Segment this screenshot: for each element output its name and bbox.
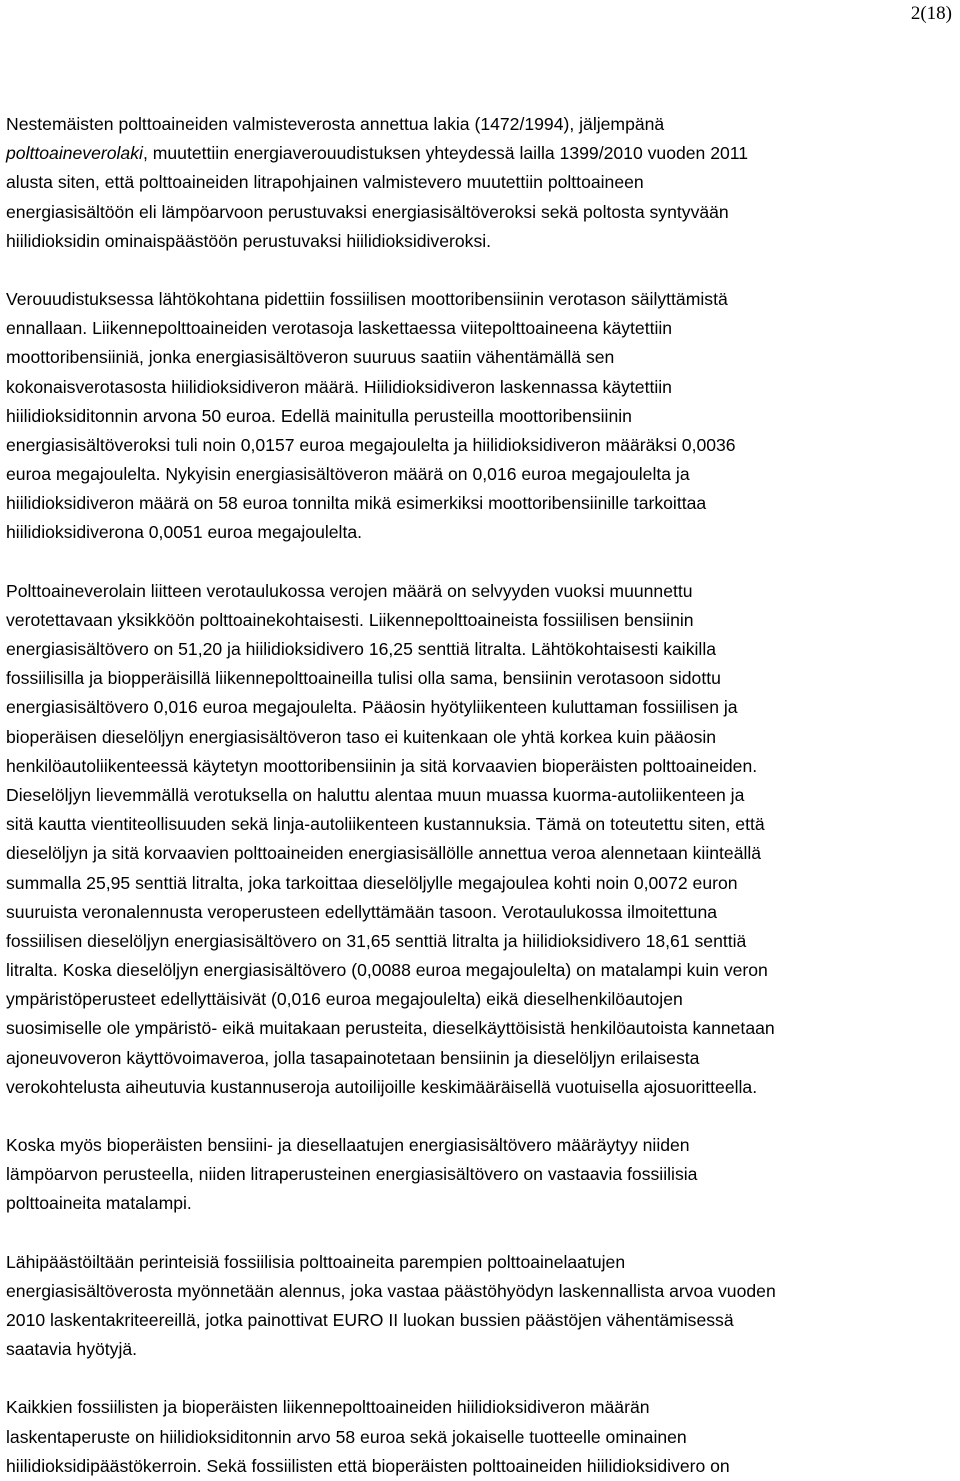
paragraph bbox=[6, 285, 956, 548]
text-line bbox=[6, 314, 956, 343]
text-run: energiasisältöveroksi tuli noin 0,0157 euroa megajoulelta ja hiilidioksidiveron määräksi 0,0036 bbox=[6, 434, 736, 455]
text-line bbox=[6, 343, 956, 372]
text-run: lämpöarvon perusteella, niiden litraperusteinen energiasisältövero on vastaavia fossiilisia bbox=[6, 1164, 698, 1185]
text-line bbox=[6, 985, 956, 1014]
text-line bbox=[6, 1452, 956, 1481]
text-line bbox=[6, 1306, 956, 1335]
text-run: Nestemäisten polttoaineiden valmisteverosta annettua lakia (1472/1994), jäljempänä bbox=[6, 114, 665, 134]
text-run: verotettavaan yksikköön polttoainekohtaisesti. Liikennepolttoaineista fossiilisen bensiinin bbox=[6, 609, 694, 630]
text-line bbox=[6, 810, 956, 839]
text-run: Dieselöljyn lievemmällä verotuksella on haluttu alentaa muun muassa kuorma-autoliikenteen ja bbox=[6, 784, 745, 805]
text-run: litralta. Koska dieselöljyn energiasisältövero (0,0088 euroa megajoulelta) on matalampi kuin veron bbox=[6, 960, 768, 981]
text-run: kokonaisverotasosta hiilidioksidiveron määrä. Hiilidioksidiveron laskennassa käytettiin bbox=[6, 376, 672, 397]
text-line bbox=[6, 1073, 956, 1102]
text-run: hiilidioksidiverona 0,0051 euroa megajoulelta. bbox=[6, 522, 363, 543]
text-line bbox=[6, 460, 956, 489]
text-line bbox=[6, 1160, 956, 1189]
text-line bbox=[6, 839, 956, 868]
text-line bbox=[6, 664, 956, 693]
text-run: Polttoaineverolain liitteen verotaulukossa verojen määrä on selvyyden vuoksi muunnettu bbox=[6, 580, 693, 601]
text-run: suosimiselle ole ympäristö- eikä muitakaan perusteita, dieselkäyttöisistä henkilöautoista kannetaan bbox=[6, 1018, 775, 1039]
text-line bbox=[6, 1131, 956, 1160]
text-run: hiilidioksidipäästökerroin. Sekä fossiilisten että bioperäisten polttoaineiden hiilidioksidivero on bbox=[6, 1455, 730, 1476]
text-run: Lähipäästöiltään perinteisiä fossiilisia polttoaineita parempien polttoainelaatujen bbox=[6, 1251, 626, 1272]
text-line bbox=[6, 227, 956, 256]
text-line bbox=[6, 898, 956, 927]
text-run: 2010 laskentakriteereillä, jotka painottivat EURO II luokan bussien päästöjen vähentämisessä bbox=[6, 1309, 734, 1330]
italic-term: polttoaineverolaki bbox=[6, 143, 143, 164]
paragraph bbox=[6, 577, 956, 1102]
text-run: , muutettiin energiaverouudistuksen yhteydessä lailla 1399/2010 vuoden 2011 bbox=[142, 143, 749, 164]
text-run: laskentaperuste on hiilidioksiditonnin arvo 58 euroa sekä jokaiselle tuotteelle ominainen bbox=[6, 1426, 687, 1447]
text-line bbox=[6, 956, 956, 985]
text-line bbox=[6, 402, 956, 431]
paragraph bbox=[6, 1393, 956, 1481]
text-line bbox=[6, 1044, 956, 1073]
text-run: verokohtelusta aiheutuvia kustannuseroja autoilijoille keskimääräisellä vuotuisella ajosuoritteella. bbox=[6, 1076, 758, 1097]
text-run: ajoneuvoveron käyttövoimaveroa, jolla tasapainotetaan bensiinin ja dieselöljyn erilaisesta bbox=[6, 1047, 700, 1068]
text-run: summalla 25,95 senttiä litralta, joka tarkoittaa dieselöljylle megajoulea kohti noin 0,0072 euron bbox=[6, 872, 738, 893]
text-line bbox=[6, 577, 956, 606]
text-run: bioperäisen dieselöljyn energiasisältöveron taso ei kuitenkaan ole yhtä korkea kuin pääosin bbox=[6, 726, 717, 747]
text-run: energiasisältöön eli lämpöarvoon perustuvaksi energiasisältöveroksi sekä poltosta syntyvään bbox=[6, 201, 729, 222]
text-line bbox=[6, 723, 956, 752]
paragraph bbox=[6, 1131, 956, 1219]
text-line bbox=[6, 1393, 956, 1422]
text-line bbox=[6, 168, 956, 197]
text-line bbox=[6, 110, 956, 139]
text-run: alusta siten, että polttoaineiden litrapohjainen valmistevero muutettiin polttoaineen bbox=[6, 172, 644, 193]
text-line bbox=[6, 1277, 956, 1306]
text-run: energiasisältöverosta myönnetään alennus, joka vastaa päästöhyödyn laskennallista arvoa vuoden bbox=[6, 1280, 776, 1301]
text-run: energiasisältövero on 51,20 ja hiilidioksidivero 16,25 senttiä litralta. Lähtökohtaisesti kaikilla bbox=[6, 639, 717, 659]
text-run: sitä kautta vientiteollisuuden sekä linja-autoliikenteen kustannuksia. Tämä on toteutettu siten, että bbox=[6, 814, 765, 835]
text-run: dieselöljyn ja sitä korvaavien polttoaineiden energiasisällölle annettua veroa alennetaan kiinteällä bbox=[6, 843, 762, 864]
text-line bbox=[6, 927, 956, 956]
text-run: ympäristöperusteet edellyttäisivät (0,016 euroa megajoulelta) eikä dieselhenkilöautojen bbox=[6, 989, 683, 1010]
page-number: 2(18) bbox=[910, 3, 952, 24]
text-line bbox=[6, 1423, 956, 1452]
text-line bbox=[6, 198, 956, 227]
text-line bbox=[6, 1189, 956, 1218]
paragraph bbox=[6, 110, 956, 256]
text-line bbox=[6, 693, 956, 722]
text-run: Verouudistuksessa lähtökohtana pidettiin fossiilisen moottoribensiinin verotason säilyttämistä bbox=[6, 288, 728, 309]
text-line bbox=[6, 781, 956, 810]
text-line bbox=[6, 1248, 956, 1277]
text-line bbox=[6, 752, 956, 781]
text-run: ennallaan. Liikennepolttoaineiden verotasoja laskettaessa viitepolttoaineena käytettiin bbox=[6, 318, 673, 339]
text-run: hiilidioksiditonnin arvona 50 euroa. Edellä mainitulla perusteilla moottoribensiinin bbox=[6, 405, 632, 426]
text-run: fossiilisen dieselöljyn energiasisältövero on 31,65 senttiä litralta ja hiilidioksidivero 18,61 senttiä bbox=[6, 930, 747, 951]
text-line bbox=[6, 285, 956, 314]
text-run: hiilidioksidiveron määrä on 58 euroa tonnilta mikä esimerkiksi moottoribensiinille tarkoittaa bbox=[6, 493, 707, 514]
text-line bbox=[6, 139, 956, 168]
text-run: hiilidioksidin ominaispäästöön perustuvaksi hiilidioksidiveroksi. bbox=[6, 230, 492, 251]
text-run: suuruista veronalennusta veroperusteen edellyttämään tasoon. Verotaulukossa ilmoitettuna bbox=[6, 901, 718, 922]
text-line bbox=[6, 489, 956, 518]
text-run: euroa megajoulelta. Nykyisin energiasisältöveron määrä on 0,016 euroa megajoulelta ja bbox=[6, 464, 690, 485]
text-line bbox=[6, 373, 956, 402]
text-run: Koska myös bioperäisten bensiini- ja diesellaatujen energiasisältövero määräytyy niiden bbox=[6, 1135, 690, 1155]
text-line bbox=[6, 431, 956, 460]
text-line bbox=[6, 518, 956, 547]
text-run: moottoribensiiniä, jonka energiasisältöveron suuruus saatiin vähentämällä sen bbox=[6, 347, 615, 368]
paragraph bbox=[6, 1248, 956, 1365]
text-line bbox=[6, 869, 956, 898]
text-line bbox=[6, 1014, 956, 1043]
text-run: henkilöautoliikenteessä käytetyn moottoribensiinin ja sitä korvaavien bioperäisten polttoaineiden. bbox=[6, 755, 758, 776]
text-run: fossiilisilla ja biopperäisillä liikennepolttoaineilla tulisi olla sama, bensiinin verotasoon sidottu bbox=[6, 668, 721, 689]
text-run: energiasisältövero 0,016 euroa megajoulelta. Pääosin hyötyliikenteen kuluttaman fossiilisen ja bbox=[6, 697, 738, 718]
text-line bbox=[6, 606, 956, 635]
text-run: Kaikkien fossiilisten ja bioperäisten liikennepolttoaineiden hiilidioksidiveron määrän bbox=[6, 1397, 650, 1418]
text-run: polttoaineita matalampi. bbox=[6, 1193, 192, 1214]
text-line bbox=[6, 1335, 956, 1364]
text-line bbox=[6, 635, 956, 664]
text-run: saatavia hyötyjä. bbox=[6, 1339, 138, 1360]
document-body bbox=[6, 110, 956, 1481]
